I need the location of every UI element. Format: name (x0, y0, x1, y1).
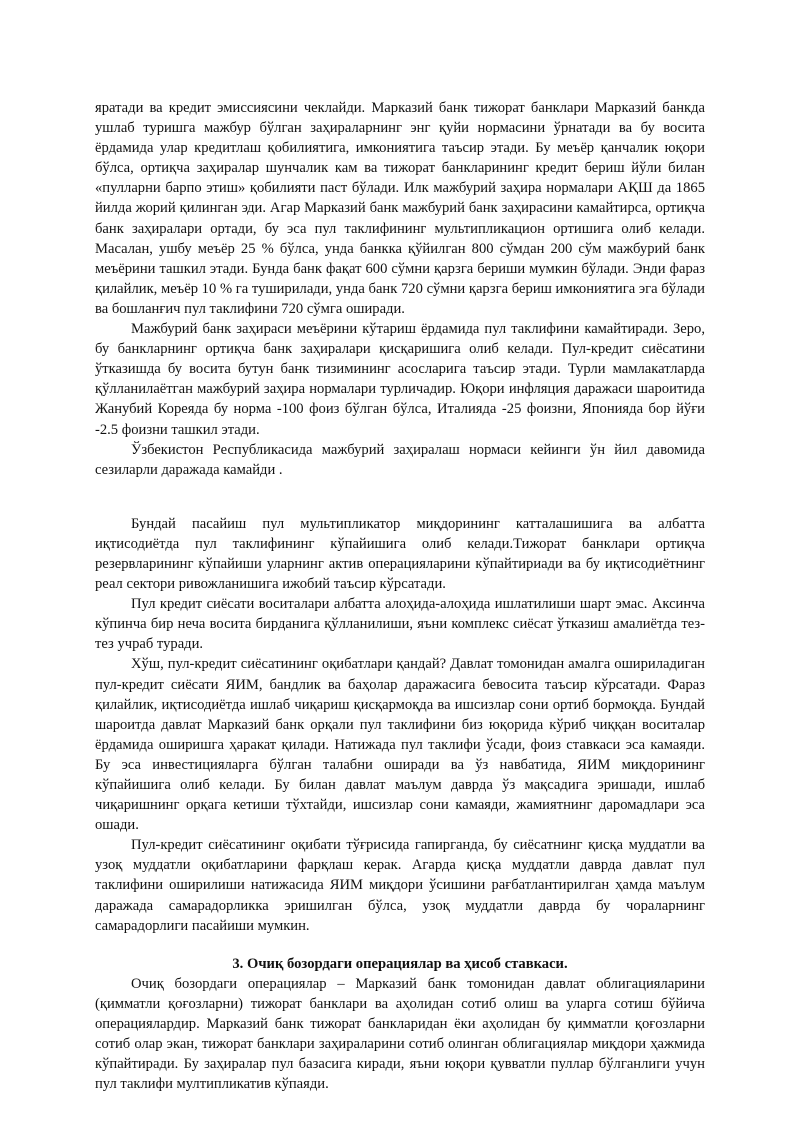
paragraph-uzbekistan-reserve-norm: Ўзбекистон Республикасида мажбурий заҳиралаш нормаси кейинги ўн йил давомида сезиларли даражада камайди . (95, 441, 705, 478)
paragraph-complex-policy: Пул кредит сиёсати воситалари албатта алоҳида-алоҳида ишлатилиши шарт эмас. Аксинча кўпинча бир неча восита бирданига қўлланилиши, яъни комплекс сиёсат ўтказиш амалиётда тез-тез учраб туради. (95, 596, 705, 653)
paragraph-policy-consequences: Хўш, пул-кредит сиёсатининг оқибатлари қандай? Давлат томонидан амалга ошириладиган пул-кредит сиёсати ЯИМ, бандлик ва баҳолар даражасига бевосита таъсир кўрсатади. Фараз қилайлик, иқтисодиётда ишлаб чиқариш қисқармоқда ва ишсизлар сони ортиб бормоқда. Бундай шароитда давлат Марказий банк орқали пул таклифини биз юқорида кўриб чиққан воситалар ёрдамида оширишга ҳаракат қилади. Натижада пул таклифи ўсади, фоиз ставкаси эса камаяди. Бу эса инвестицияларга бўлган талабни оширади ва ўз навбатида, ЯИМ миқдорининг кўпайишига олиб келади. Бу билан давлат маълум даврда ўз мақсадига эришади, ишлаб чиқаришнинг орқага кетиши тўхтайди, ишсизлар сони камаяди, жамиятнинг даромадлари эса ошади. (95, 656, 705, 834)
paragraph-short-long-term: Пул-кредит сиёсатининг оқибати тўғрисида гапирганда, бу сиёсатнинг қисқа муддатли ва узоқ муддатли оқибатларини фарқлаш керак. Агарда қисқа муддатли даврда давлат пул таклифини оширилиши натижасида ЯИМ миқдори ўсишини рағбатлантирилган ҳамда маълум даражада самарадорликка эришилган бўлса, узоқ муддатли даврда бу чораларнинг самарадорлиги пасайиши мумкин. (95, 837, 705, 934)
document-page (95, 98, 705, 1094)
blank-space (95, 936, 705, 954)
blank-space (95, 480, 705, 514)
open-market-term: Очиқ бозордаги операциялар – (131, 975, 345, 992)
paragraph-reserve-requirements-intro: яратади ва кредит эмиссиясини чеклайди. Марказий банк тижорат банклари Марказий банкда ушлаб туришга мажбур бўлган заҳираларнинг энг қуйи нормасини ўрнатади ва бу восита ёрдамида улар кредитлаш қобилиятига, имкониятига таъсир этади. Бу меъёр қанчалик юқори бўлса, ортиқча заҳиралар шунчалик кам ва тижорат банкларининг кредит бериш йўли билан «пулларни барпо этиш» қобилияти паст бўлади. Илк мажбурий заҳира нормалари АҚШ да 1865 йилда жорий қилинган эди. Агар Марказий банк мажбурий банк заҳирасини камайтирса, ортиқча банк заҳиралари ортади, бу эса пул таклифининг мультипликацион ортишига олиб келади. Масалан, ушбу меъёр 25 % бўлса, унда банкка қўйилган 800 сўмдан 200 сўм мажбурий банк меъёрини ташкил этади. Бунда банк фақат 600 сўмни қарзга бериши мумкин бўлади. Энди фараз қилайлик, меъёр 10 % га туширилади, унда банк 720 сўмни қарзга бериш имкониятига эга бўлади ва бошланғич пул таклифини 720 сўмга оширади. (95, 100, 705, 317)
open-market-definition: Марказий банк томонидан давлат облигацияларини (қимматли қоғозларни) тижорат банклари ва аҳолидан сотиб олиш ва уларга сотиш бўйича операциялардир. Марказий банк тижорат банкларидан ёки аҳолидан бу қимматли қоғозларни сотиб олар экан, тижорат банклари заҳираларини сотиб олинган облигациялар миқдори ҳажмида кўпайтиради. Бу заҳиралар пул базасига киради, яъни юқори қувватли пуллар бўлганлиги учун пул таклифи мултипликатив кўпаяди. (95, 975, 705, 1093)
paragraph-multiplier-growth: Бундай пасайиш пул мультипликатор миқдорининг катталашишига ва албатта иқтисодиётда пул таклифининг кўпайишига олиб келади.Тижорат банклари ортиқча резервларининг кўпайиши уларнинг актив операцияларини кўпайтириади ва бу иқтисодиётнинг реал сектори ривожланишига ижобий таъсир кўрсатади. (95, 515, 705, 593)
paragraph-open-market-operations (95, 974, 705, 1095)
section-heading: 3. Очиқ бозордаги операциялар ва ҳисоб ставкаси. (232, 955, 568, 972)
paragraph-reserve-increase-effect: Мажбурий банк заҳираси меъёрини кўтариш ёрдамида пул таклифини камайтиради. Зеро, бу банкларнинг ортиқча банк заҳиралари қисқаришига олиб келади. Пул-кредит сиёсатини ўтказишда бу восита бутун банк тизимининг асосларига таъсир этади. Турли мамлакатларда қўлланилаётган мажбурий заҳира нормалари турличадир. Юқори инфляция даражаси шароитида Жанубий Кореяда бу норма -100 фоиз бўлган бўлса, Италияда -25 фоизни, Японияда бор йўғи -2.5 фоизни ташкил этади. (95, 321, 705, 438)
